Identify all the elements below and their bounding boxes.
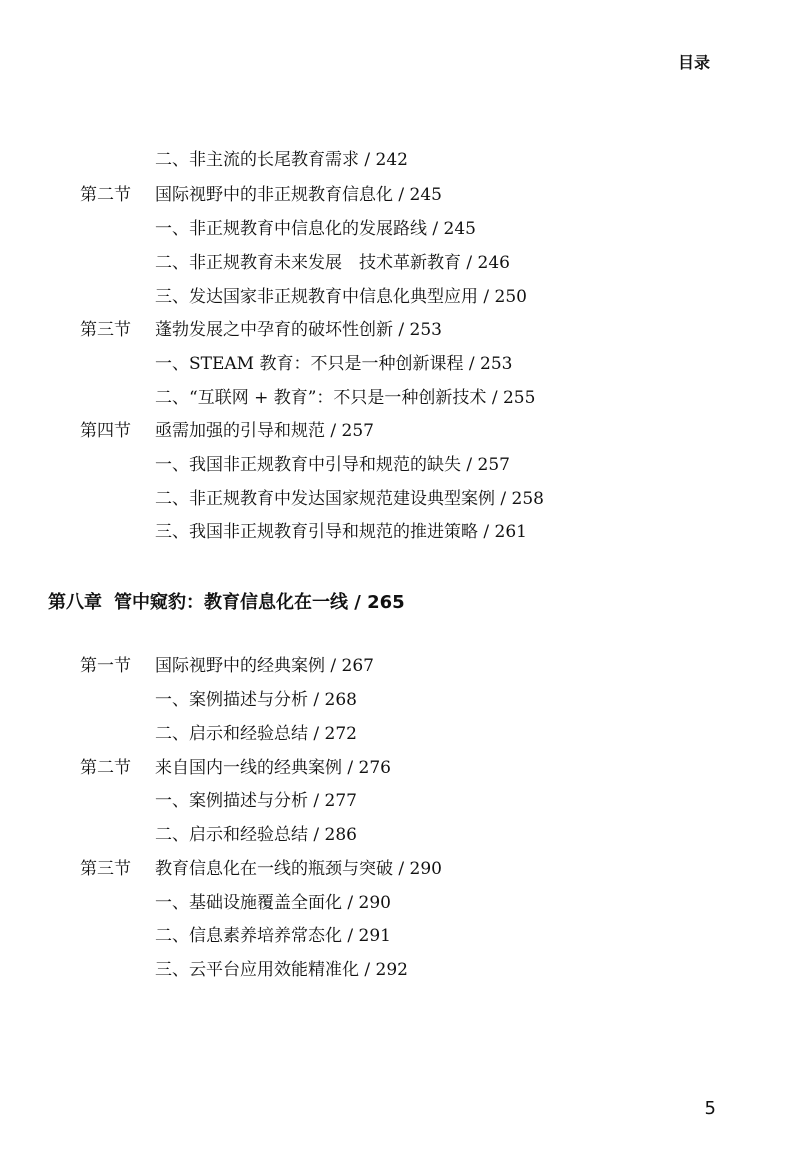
section-label: 第二节 [80,185,131,205]
toc-item-text: 三、发达国家非正规教育中信息化典型应用 / 250 [155,287,527,307]
toc-item-text: 二、“互联网 + 教育”：不只是一种创新技术 / 255 [155,388,536,408]
chapter-title: 管中窥豹：教育信息化在一线 / 265 [114,592,405,613]
section-title: 来自国内一线的经典案例 / 276 [155,758,391,778]
section-title: 国际视野中的经典案例 / 267 [155,656,374,676]
section-label: 第三节 [80,859,131,879]
toc-item-text: 二、信息素养培养常态化 / 291 [155,926,391,946]
toc-item-text: 一、非正规教育中信息化的发展路线 / 245 [155,219,476,239]
toc-item-text: 二、非正规教育中发达国家规范建设典型案例 / 258 [155,489,544,509]
toc-item-text: 三、云平台应用效能精准化 / 292 [155,960,408,980]
section-title: 亟需加强的引导和规范 / 257 [155,421,374,441]
toc-item-text: 一、基础设施覆盖全面化 / 290 [155,893,391,913]
toc-item-text: 二、启示和经验总结 / 286 [155,825,357,845]
toc-item-text: 一、案例描述与分析 / 268 [155,690,357,710]
section-label: 第三节 [80,320,131,340]
toc-item-text: 二、非主流的长尾教育需求 / 242 [155,150,408,170]
toc-item-text: 一、STEAM 教育：不只是一种创新课程 / 253 [155,354,513,374]
chapter-heading [48,588,405,614]
page-number: 5 [704,1098,716,1119]
toc-item-text: 一、案例描述与分析 / 277 [155,791,357,811]
toc-item-text: 二、非正规教育未来发展 技术革新教育 / 246 [155,253,510,273]
section-label: 第二节 [80,758,131,778]
section-title: 蓬勃发展之中孕育的破坏性创新 / 253 [155,320,442,340]
chapter-number: 第八章 [48,592,102,613]
toc-item-text: 二、启示和经验总结 / 272 [155,724,357,744]
section-label: 第四节 [80,421,131,441]
toc-item-text: 一、我国非正规教育中引导和规范的缺失 / 257 [155,455,510,475]
page-header-title: 目录 [677,53,710,72]
section-title: 教育信息化在一线的瓶颈与突破 / 290 [155,859,442,879]
toc-item-text: 三、我国非正规教育引导和规范的推进策略 / 261 [155,522,527,542]
section-title: 国际视野中的非正规教育信息化 / 245 [155,185,442,205]
section-label: 第一节 [80,656,131,676]
